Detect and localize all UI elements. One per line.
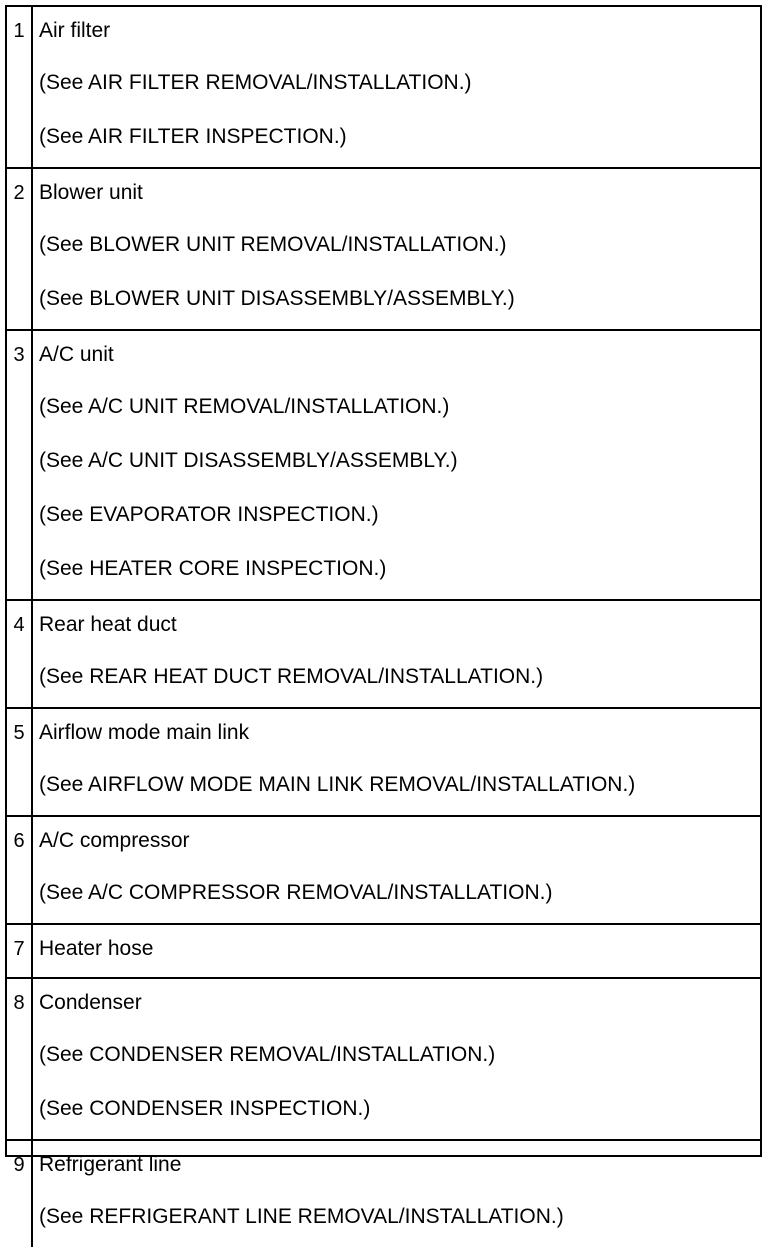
row-number-cell: [7, 978, 32, 1140]
component-name: Airflow mode main link: [39, 721, 250, 744]
procedure-reference-link[interactable]: (See REAR HEAT DUCT REMOVAL/INSTALLATION.): [39, 665, 544, 688]
row-number-cell: [7, 708, 32, 816]
row-content-cell: [32, 816, 760, 924]
component-name: Condenser: [39, 991, 142, 1014]
row-number: 3: [13, 344, 25, 366]
row-number: 2: [13, 182, 25, 204]
table-row: [7, 7, 760, 168]
procedure-reference-link[interactable]: (See BLOWER UNIT REMOVAL/INSTALLATION.): [39, 233, 507, 256]
row-number-cell: [7, 330, 32, 600]
row-number: 7: [13, 938, 25, 960]
procedure-reference-link[interactable]: (See REFRIGERANT LINE REMOVAL/INSTALLATION.): [39, 1205, 564, 1228]
row-number-cell: [7, 600, 32, 708]
procedure-reference-link[interactable]: (See AIRFLOW MODE MAIN LINK REMOVAL/INSTALLATION.): [39, 773, 636, 796]
row-content-cell: [32, 708, 760, 816]
row-number-cell: [7, 816, 32, 924]
row-number: 8: [13, 992, 25, 1014]
row-content-cell: [32, 1140, 760, 1247]
row-number: 9: [13, 1154, 25, 1176]
component-table-grid: [7, 7, 760, 1247]
table-row: [7, 1140, 760, 1247]
procedure-reference-link[interactable]: (See CONDENSER REMOVAL/INSTALLATION.): [39, 1043, 496, 1066]
table-row: [7, 168, 760, 330]
table-row: [7, 330, 760, 600]
row-number: 5: [13, 722, 25, 744]
procedure-reference-link[interactable]: (See BLOWER UNIT DISASSEMBLY/ASSEMBLY.): [39, 287, 515, 310]
table-row: [7, 708, 760, 816]
component-name: A/C unit: [39, 343, 114, 366]
procedure-reference-link[interactable]: (See A/C COMPRESSOR REMOVAL/INSTALLATION.): [39, 881, 553, 904]
row-content-cell: [32, 7, 760, 168]
row-number-cell: [7, 1140, 32, 1247]
row-number: 1: [13, 20, 25, 42]
component-name: A/C compressor: [39, 829, 190, 852]
component-name: Refrigerant line: [39, 1153, 182, 1176]
procedure-reference-link[interactable]: (See A/C UNIT DISASSEMBLY/ASSEMBLY.): [39, 449, 458, 472]
component-rows: [7, 7, 760, 1247]
row-number-cell: [7, 7, 32, 168]
component-name: Blower unit: [39, 181, 143, 204]
table-row: [7, 978, 760, 1140]
procedure-reference-link[interactable]: (See AIR FILTER REMOVAL/INSTALLATION.): [39, 71, 472, 94]
row-content-cell: [32, 978, 760, 1140]
row-number-cell: [7, 168, 32, 330]
table-row: [7, 924, 760, 978]
procedure-reference-link[interactable]: (See A/C UNIT REMOVAL/INSTALLATION.): [39, 395, 450, 418]
procedure-reference-link[interactable]: (See CONDENSER INSPECTION.): [39, 1097, 371, 1120]
component-table: [5, 5, 762, 1228]
table-row: [7, 600, 760, 708]
component-name: Rear heat duct: [39, 613, 177, 636]
row-number: 4: [13, 614, 25, 636]
row-content-cell: [32, 924, 760, 978]
procedure-reference-link[interactable]: (See EVAPORATOR INSPECTION.): [39, 503, 379, 526]
row-number-cell: [7, 924, 32, 978]
row-content-cell: [32, 600, 760, 708]
table-row: [7, 816, 760, 924]
row-content-cell: [32, 330, 760, 600]
row-number: 6: [13, 830, 25, 852]
procedure-reference-link[interactable]: (See HEATER CORE INSPECTION.): [39, 557, 387, 580]
procedure-reference-link[interactable]: (See AIR FILTER INSPECTION.): [39, 125, 347, 148]
component-name: Air filter: [39, 19, 111, 42]
row-content-cell: [32, 168, 760, 330]
component-name: Heater hose: [39, 937, 154, 960]
